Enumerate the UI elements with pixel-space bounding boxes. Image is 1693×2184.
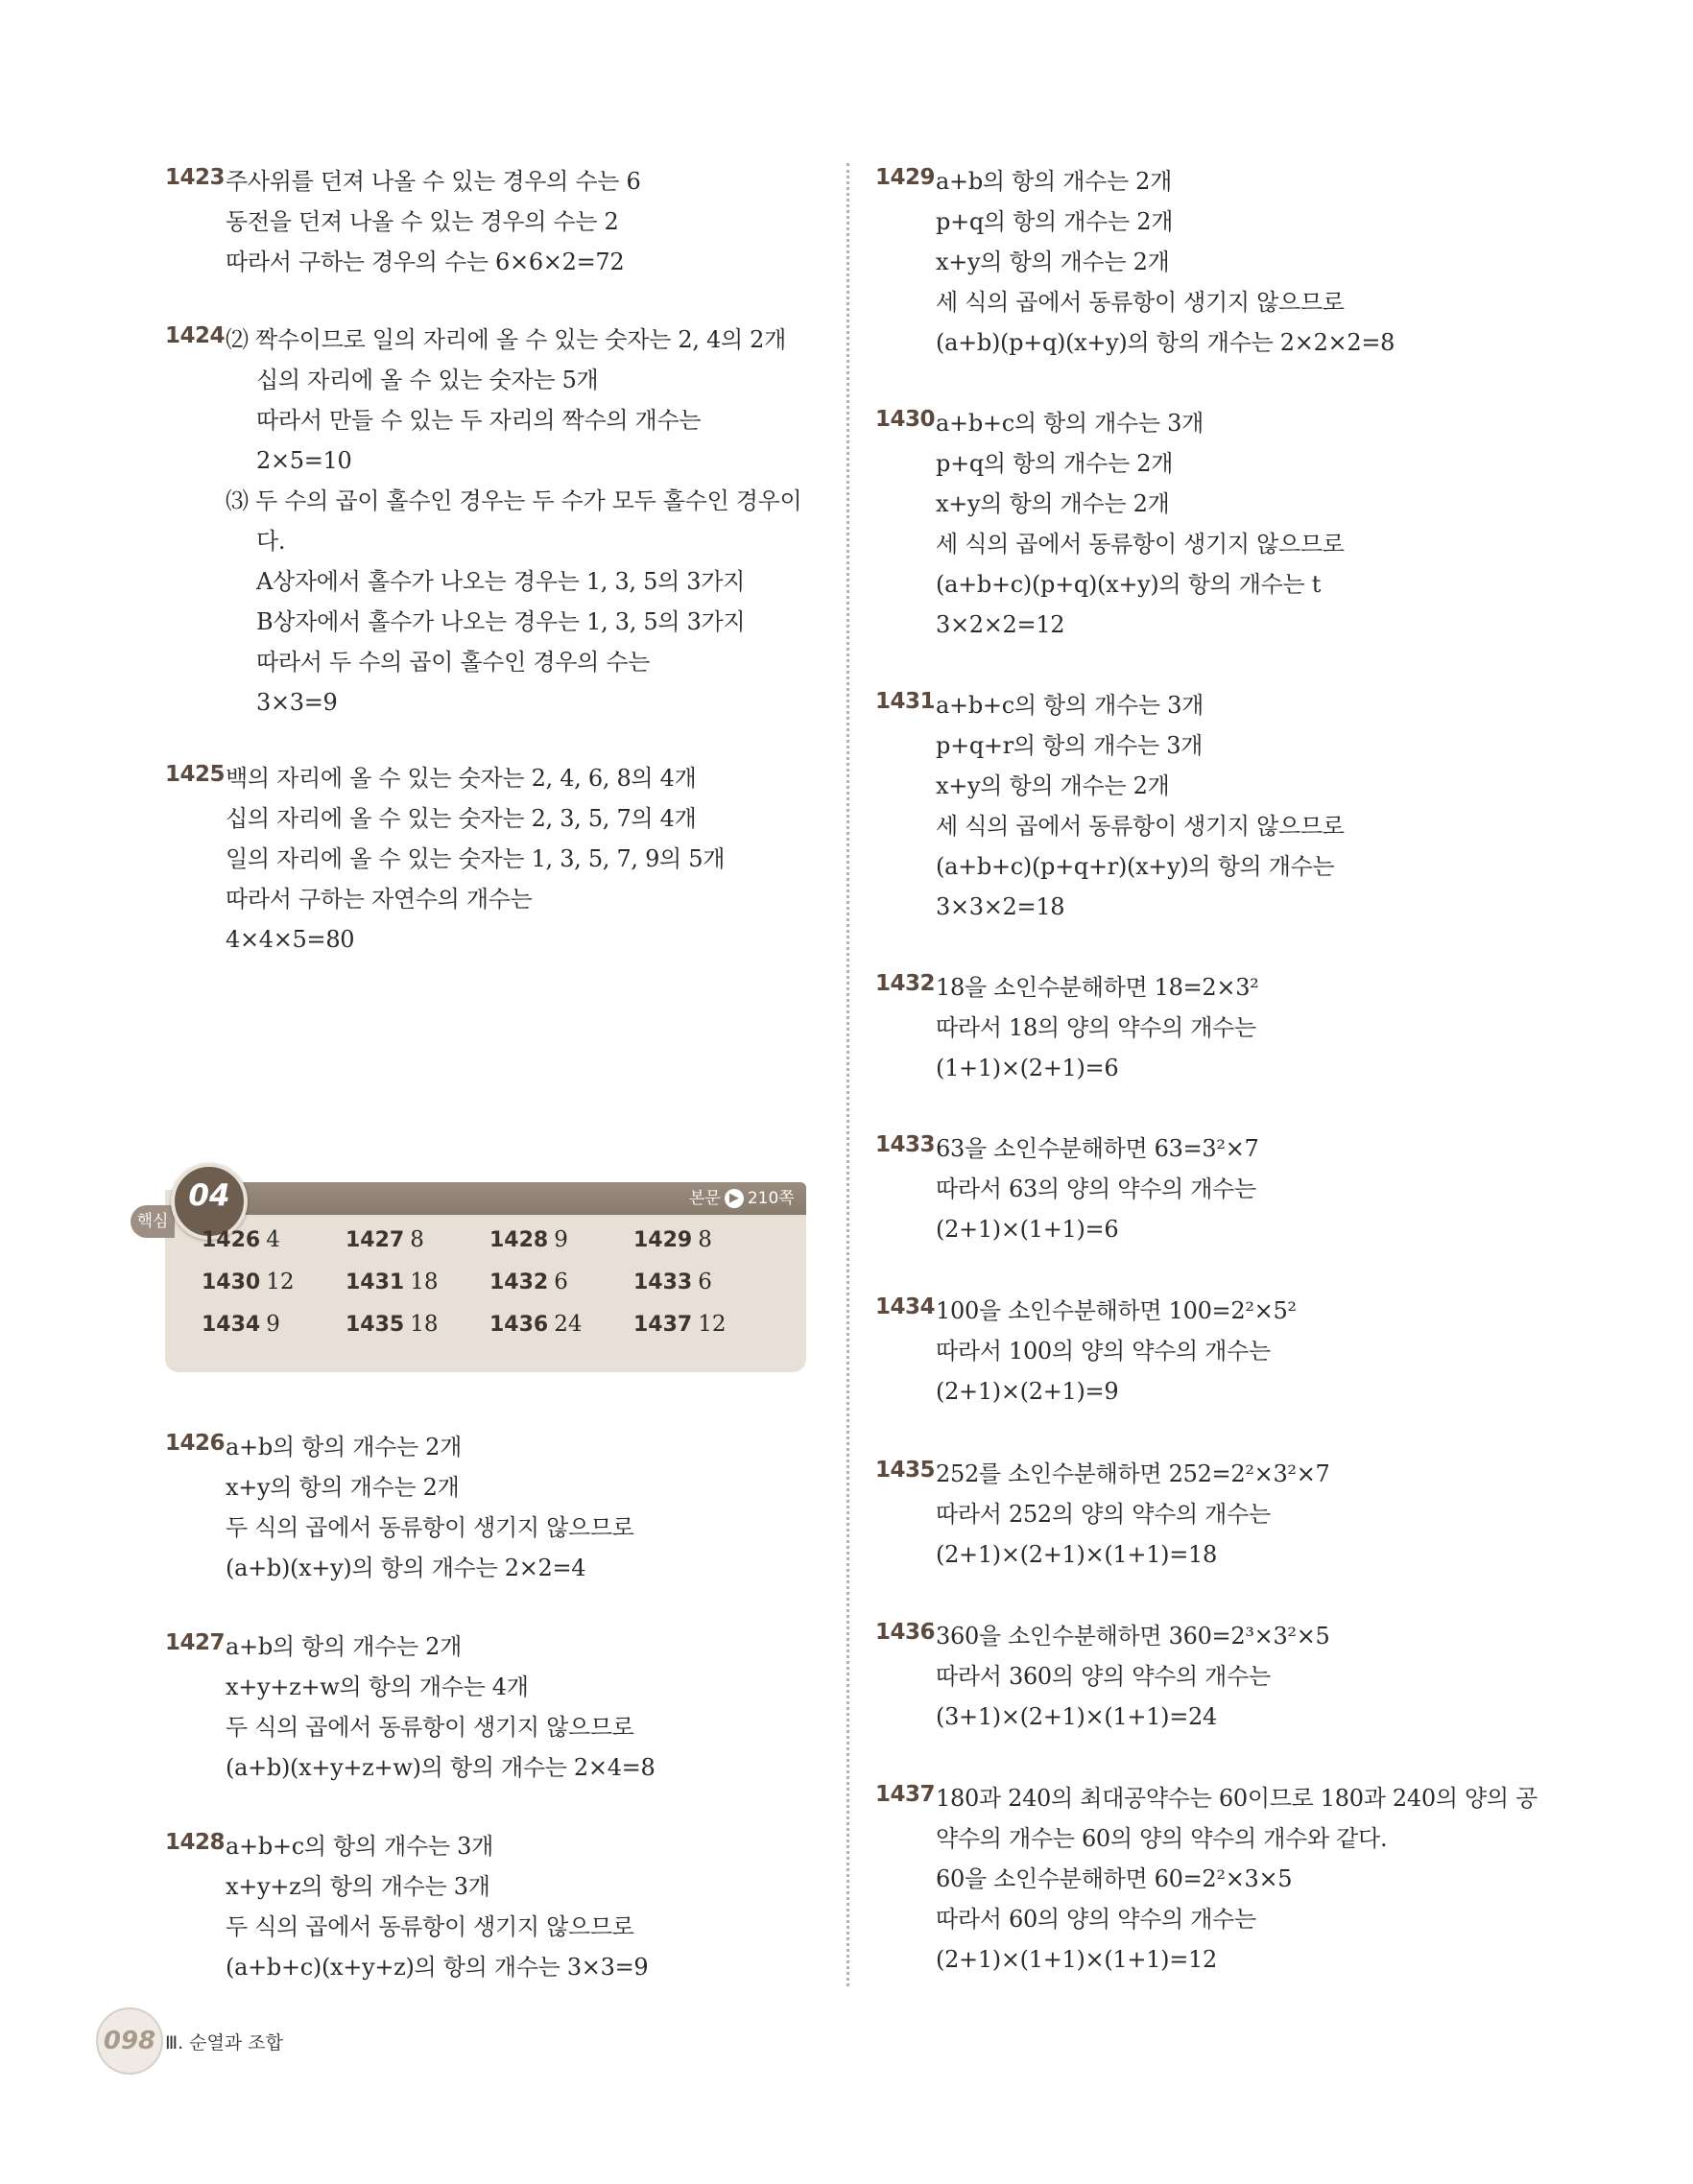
answer-item bbox=[202, 1312, 280, 1337]
solution-line: a+b의 항의 개수는 2개 bbox=[226, 1633, 463, 1660]
solution-line: 360을 소인수분해하면 360=2³×3²×5 bbox=[936, 1623, 1330, 1650]
solution-lines bbox=[226, 1427, 955, 1588]
problem-number: 1425 bbox=[165, 762, 226, 787]
solution-lines bbox=[936, 685, 1665, 927]
solution-lines bbox=[226, 1626, 955, 1788]
answer-number: 1427 bbox=[346, 1228, 405, 1252]
problem-number: 1429 bbox=[875, 165, 936, 190]
answer-item bbox=[489, 1227, 568, 1252]
solution-line: 약수의 개수는 60의 양의 약수의 개수와 같다. bbox=[936, 1825, 1388, 1852]
answer-item bbox=[346, 1270, 439, 1294]
solution-line: 두 식의 곱에서 동류항이 생기지 않으므로 bbox=[226, 1714, 634, 1741]
solution-line: 4×4×5=80 bbox=[226, 926, 355, 953]
solution-lines bbox=[936, 403, 1665, 645]
solution-line: 따라서 만들 수 있는 두 자리의 짝수의 개수는 bbox=[256, 407, 702, 434]
solution-line: 3×3×2=18 bbox=[936, 893, 1065, 920]
solution-lines bbox=[936, 1454, 1665, 1575]
chapter-title: Ⅲ. 순열과 조합 bbox=[165, 2032, 283, 2053]
answer-value: 12 bbox=[698, 1312, 727, 1337]
solution-line: 100을 소인수분해하면 100=2²×5² bbox=[936, 1297, 1297, 1324]
answer-value: 8 bbox=[698, 1227, 712, 1252]
solution-line: 따라서 252의 양의 약수의 개수는 bbox=[936, 1501, 1271, 1528]
answer-item bbox=[489, 1270, 568, 1294]
page-number: 098 bbox=[96, 2007, 163, 2075]
problem-number: 1434 bbox=[875, 1294, 936, 1319]
solution-line: 일의 자리에 올 수 있는 숫자는 1, 3, 5, 7, 9의 5개 bbox=[226, 845, 726, 872]
reference-prefix: 본문 bbox=[689, 1189, 721, 1208]
solution-line: 따라서 구하는 자연수의 개수는 bbox=[226, 886, 533, 913]
solution-lines bbox=[936, 1291, 1665, 1412]
solution-line: (a+b)(p+q)(x+y)의 항의 개수는 2×2×2=8 bbox=[936, 329, 1395, 356]
solution-line: A상자에서 홀수가 나오는 경우는 1, 3, 5의 3가지 bbox=[256, 568, 746, 595]
problem-number: 1437 bbox=[875, 1782, 936, 1807]
problem-number: 1426 bbox=[165, 1431, 226, 1456]
answer-number: 1437 bbox=[633, 1313, 693, 1337]
solution-line: 따라서 100의 양의 약수의 개수는 bbox=[936, 1338, 1271, 1365]
answer-number: 1434 bbox=[202, 1313, 261, 1337]
solution-lines bbox=[226, 161, 955, 282]
solution-lines bbox=[936, 1778, 1665, 1980]
solution-line: 따라서 60의 양의 약수의 개수는 bbox=[936, 1906, 1256, 1933]
solution-line: ⑵ 짝수이므로 일의 자리에 올 수 있는 숫자는 2, 4의 2개 bbox=[226, 326, 787, 353]
answer-item bbox=[202, 1270, 295, 1294]
solution-lines bbox=[936, 967, 1665, 1088]
solution-line: 두 식의 곱에서 동류항이 생기지 않으므로 bbox=[226, 1913, 634, 1940]
solution-line: (2+1)×(1+1)×(1+1)=12 bbox=[936, 1946, 1217, 1973]
solution-line: x+y의 항의 개수는 2개 bbox=[936, 490, 1170, 517]
solution-line: 세 식의 곱에서 동류항이 생기지 않으므로 bbox=[936, 289, 1345, 316]
solution-line: a+b+c의 항의 개수는 3개 bbox=[936, 692, 1204, 719]
solution-line: 3×2×2=12 bbox=[936, 611, 1065, 638]
solution-line: B상자에서 홀수가 나오는 경우는 1, 3, 5의 3가지 bbox=[256, 608, 746, 635]
solution-line: 세 식의 곱에서 동류항이 생기지 않으므로 bbox=[936, 813, 1345, 840]
answer-value: 18 bbox=[410, 1312, 439, 1337]
solution-line: (a+b+c)(p+q+r)(x+y)의 항의 개수는 bbox=[936, 853, 1335, 880]
solution-line: x+y+z의 항의 개수는 3개 bbox=[226, 1873, 490, 1900]
solution-line: 18을 소인수분해하면 18=2×3² bbox=[936, 974, 1259, 1001]
problem-number: 1423 bbox=[165, 165, 226, 190]
solution-line: a+b의 항의 개수는 2개 bbox=[936, 168, 1173, 195]
answer-value: 9 bbox=[266, 1312, 280, 1337]
solution-line: p+q의 항의 개수는 2개 bbox=[936, 450, 1174, 477]
answer-value: 6 bbox=[698, 1270, 712, 1294]
solution-line: 3×3=9 bbox=[256, 689, 338, 716]
solution-line: x+y+z+w의 항의 개수는 4개 bbox=[226, 1674, 529, 1700]
solution-line: (1+1)×(2+1)=6 bbox=[936, 1055, 1119, 1081]
core-tag-label: 핵심 bbox=[131, 1205, 175, 1238]
answer-value: 9 bbox=[554, 1227, 568, 1252]
answer-number: 1428 bbox=[489, 1228, 549, 1252]
solution-line: 따라서 63의 양의 약수의 개수는 bbox=[936, 1175, 1256, 1202]
answer-value: 24 bbox=[554, 1312, 583, 1337]
answer-item bbox=[202, 1227, 280, 1252]
answer-number: 1433 bbox=[633, 1270, 693, 1294]
solution-line: x+y의 항의 개수는 2개 bbox=[936, 249, 1170, 275]
solution-line: 따라서 360의 양의 약수의 개수는 bbox=[936, 1663, 1271, 1690]
solution-lines bbox=[226, 758, 955, 960]
solution-line: (a+b)(x+y)의 항의 개수는 2×2=4 bbox=[226, 1555, 586, 1581]
reference-label bbox=[689, 1182, 795, 1215]
solution-line: 63을 소인수분해하면 63=3²×7 bbox=[936, 1135, 1259, 1162]
solution-line: 2×5=10 bbox=[256, 447, 352, 474]
solution-lines bbox=[936, 1128, 1665, 1249]
solution-line: 십의 자리에 올 수 있는 숫자는 2, 3, 5, 7의 4개 bbox=[226, 805, 697, 832]
answer-number: 1426 bbox=[202, 1228, 261, 1252]
problem-number: 1436 bbox=[875, 1620, 936, 1645]
problem-number: 1433 bbox=[875, 1132, 936, 1157]
problem-number: 1424 bbox=[165, 323, 226, 348]
solution-line: 252를 소인수분해하면 252=2²×3²×7 bbox=[936, 1460, 1330, 1487]
solution-line: ⑶ 두 수의 곱이 홀수인 경우는 두 수가 모두 홀수인 경우이 bbox=[226, 487, 802, 514]
solution-lines bbox=[936, 1616, 1665, 1737]
solution-line: (a+b+c)(p+q)(x+y)의 항의 개수는 t bbox=[936, 571, 1322, 598]
answer-item bbox=[346, 1312, 439, 1337]
arrow-right-icon: ▶ bbox=[725, 1189, 744, 1208]
solution-lines bbox=[226, 320, 955, 723]
solution-line: (a+b+c)(x+y+z)의 항의 개수는 3×3=9 bbox=[226, 1954, 649, 1981]
solution-line: 따라서 18의 양의 약수의 개수는 bbox=[936, 1014, 1256, 1041]
answer-item bbox=[489, 1312, 583, 1337]
answer-number: 1431 bbox=[346, 1270, 405, 1294]
answer-value: 18 bbox=[410, 1270, 439, 1294]
solution-line: p+q+r의 항의 개수는 3개 bbox=[936, 732, 1204, 759]
solution-lines bbox=[936, 161, 1665, 363]
reference-page: 210쪽 bbox=[747, 1189, 795, 1208]
solution-line: 따라서 구하는 경우의 수는 6×6×2=72 bbox=[226, 249, 625, 275]
answer-item bbox=[633, 1270, 712, 1294]
answer-number: 1430 bbox=[202, 1270, 261, 1294]
problem-number: 1430 bbox=[875, 407, 936, 432]
solution-line: 주사위를 던져 나올 수 있는 경우의 수는 6 bbox=[226, 168, 641, 195]
problem-number: 1427 bbox=[165, 1630, 226, 1655]
answer-number: 1429 bbox=[633, 1228, 693, 1252]
column-divider bbox=[846, 163, 849, 1986]
solution-line: 동전을 던져 나올 수 있는 경우의 수는 2 bbox=[226, 208, 619, 235]
problem-number: 1428 bbox=[165, 1830, 226, 1855]
solution-line: p+q의 항의 개수는 2개 bbox=[936, 208, 1174, 235]
problem-number: 1432 bbox=[875, 971, 936, 996]
solution-line: (2+1)×(1+1)=6 bbox=[936, 1216, 1119, 1243]
solution-line: 십의 자리에 올 수 있는 숫자는 5개 bbox=[256, 367, 599, 393]
solution-line: (2+1)×(2+1)=9 bbox=[936, 1378, 1119, 1405]
answer-value: 12 bbox=[266, 1270, 295, 1294]
solution-line: (a+b)(x+y+z+w)의 항의 개수는 2×4=8 bbox=[226, 1754, 656, 1781]
solution-line: 두 식의 곱에서 동류항이 생기지 않으므로 bbox=[226, 1514, 634, 1541]
solution-line: 백의 자리에 올 수 있는 숫자는 2, 4, 6, 8의 4개 bbox=[226, 765, 697, 792]
answer-value: 8 bbox=[410, 1227, 424, 1252]
solution-line: 따라서 두 수의 곱이 홀수인 경우의 수는 bbox=[256, 649, 651, 676]
solution-line: 세 식의 곱에서 동류항이 생기지 않으므로 bbox=[936, 531, 1345, 558]
solution-line: (3+1)×(2+1)×(1+1)=24 bbox=[936, 1703, 1217, 1730]
solution-line: 다. bbox=[256, 528, 286, 555]
solution-lines bbox=[226, 1826, 955, 1987]
answer-item bbox=[633, 1312, 727, 1337]
answer-value: 4 bbox=[266, 1227, 280, 1252]
solution-line: a+b의 항의 개수는 2개 bbox=[226, 1434, 463, 1460]
answer-item bbox=[633, 1227, 712, 1252]
answer-number: 1436 bbox=[489, 1313, 549, 1337]
problem-number: 1431 bbox=[875, 689, 936, 714]
solution-line: (2+1)×(2+1)×(1+1)=18 bbox=[936, 1541, 1217, 1568]
answer-number: 1432 bbox=[489, 1270, 549, 1294]
core-number: 04 bbox=[188, 1178, 230, 1213]
solution-line: 60을 소인수분해하면 60=2²×3×5 bbox=[936, 1865, 1293, 1892]
answer-number: 1435 bbox=[346, 1313, 405, 1337]
answer-item bbox=[346, 1227, 424, 1252]
answer-value: 6 bbox=[554, 1270, 568, 1294]
solution-line: a+b+c의 항의 개수는 3개 bbox=[936, 410, 1204, 437]
solution-line: 180과 240의 최대공약수는 60이므로 180과 240의 양의 공 bbox=[936, 1785, 1538, 1812]
solution-line: a+b+c의 항의 개수는 3개 bbox=[226, 1833, 493, 1860]
problem-number: 1435 bbox=[875, 1458, 936, 1483]
solution-line: x+y의 항의 개수는 2개 bbox=[936, 772, 1170, 799]
solution-line: x+y의 항의 개수는 2개 bbox=[226, 1474, 460, 1501]
